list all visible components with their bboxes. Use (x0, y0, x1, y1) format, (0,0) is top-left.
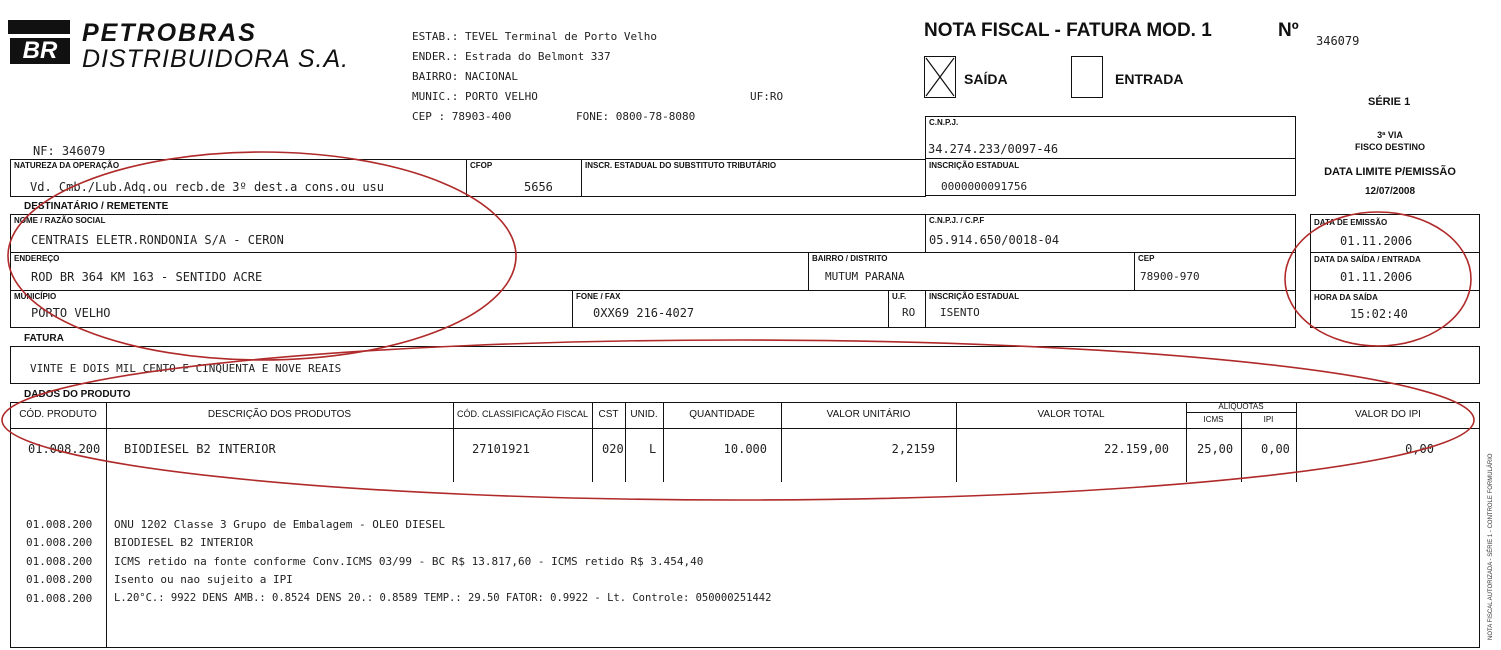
item-vunit: 2,2159 (891, 442, 935, 456)
ie-value: 0000000091756 (941, 180, 1028, 193)
bairro-label: BAIRRO / DISTRITO (812, 254, 888, 263)
nome-label: NOME / RAZÃO SOCIAL (14, 216, 106, 225)
logo-mark: BR (10, 38, 70, 64)
cnpj-value: 34.274.233/0097-46 (928, 142, 1059, 156)
emitter-bairro: BAIRRO: NACIONAL (412, 70, 518, 83)
data-limite-label: DATA LIMITE P/EMISSÃO (1324, 166, 1456, 178)
municipio-label: MUNICÍPIO (14, 292, 57, 301)
dest-ie-value: ISENTO (940, 306, 980, 319)
bairro-value: MUTUM PARANA (825, 270, 905, 283)
ellipse-dates (1285, 212, 1471, 346)
col-aliquotas: ALÍQUOTAS (1218, 402, 1264, 411)
company-name-line1: PETROBRAS (82, 19, 257, 47)
emitter-estab: ESTAB.: TEVEL Terminal de Porto Velho (412, 30, 658, 43)
col-valor-ipi: VALOR DO IPI (1355, 409, 1421, 420)
municipio-value: PORTO VELHO (31, 306, 111, 320)
fone-label: FONE / FAX (576, 292, 621, 301)
emitter-cep: CEP : 78903-400 (412, 110, 512, 123)
item-vipi: 0,00 (1405, 442, 1434, 456)
ie-label: INSCRIÇÃO ESTADUAL (929, 161, 1020, 170)
fatura-value: VINTE E DOIS MIL CENTO E CINQUENTA E NOVE REAIS (30, 362, 342, 375)
item-cst: 020 (602, 442, 624, 456)
nota-number-value: 346079 (1316, 34, 1360, 48)
serie-label: SÉRIE 1 (1368, 96, 1411, 108)
cfop-label: CFOP (470, 161, 493, 170)
hora-label: HORA DA SAÍDA (1314, 293, 1378, 302)
cfop-value: 5656 (524, 180, 553, 194)
note-text: L.20°C.: 9922 DENS AMB.: 0.8524 DENS 20.: 0.8589 TEMP.: 29.50 FATOR: 0.9922 - Lt. Controle: 050000251442 (114, 592, 772, 604)
saida-date-value: 01.11.2006 (1340, 270, 1413, 284)
note-cod: 01.008.200 (26, 592, 93, 605)
ellipse-destinatario (8, 152, 516, 360)
col-unid: UNID. (630, 409, 658, 420)
col-classificacao: CÓD. CLASSIFICAÇÃO FISCAL (456, 409, 589, 419)
fatura-section: FATURA (24, 333, 64, 344)
nome-value: CENTRAIS ELETR.RONDONIA S/A - CERON (31, 233, 284, 247)
item-desc: BIODIESEL B2 INTERIOR (124, 442, 276, 456)
emitter-ender: ENDER.: Estrada do Belmont 337 (412, 50, 611, 63)
natureza-value: Vd. Cmb./Lub.Adq.ou recb.de 3º dest.a cons.ou usu (30, 180, 385, 194)
via-line1: 3ª VIA (1377, 130, 1403, 140)
emissao-value: 01.11.2006 (1340, 234, 1413, 248)
emissao-label: DATA DE EMISSÃO (1314, 218, 1388, 227)
emitter-fone: FONE: 0800-78-8080 (576, 110, 696, 123)
uf-label: U.F. (892, 292, 907, 301)
natureza-label: NATUREZA DA OPERAÇÃO (14, 161, 120, 170)
fone-value: 0XX69 216-4027 (593, 306, 695, 320)
note-cod: 01.008.200 (26, 573, 93, 586)
nota-number-label: Nº (1278, 20, 1299, 41)
item-ipi: 0,00 (1261, 442, 1290, 456)
emitter-munic: MUNIC.: PORTO VELHO (412, 90, 538, 103)
cnpj-label: C.N.P.J. (929, 118, 959, 127)
dest-cnpj-value: 05.914.650/0018-04 (929, 233, 1060, 247)
note-text: ONU 1202 Classe 3 Grupo de Embalagem - OLEO DIESEL (114, 518, 446, 531)
cep-value: 78900-970 (1140, 270, 1200, 283)
col-cod-produto: CÓD. PRODUTO (19, 409, 97, 420)
item-class: 27101921 (472, 442, 530, 456)
insc-subst-label: INSCR. ESTADUAL DO SUBSTITUTO TRIBUTÁRIO (585, 161, 777, 170)
item-cod: 01.008.200 (28, 442, 101, 456)
ellipse-produto (2, 340, 1474, 500)
col-descricao: DESCRIÇÃO DOS PRODUTOS (207, 409, 352, 420)
note-text: ICMS retido na fonte conforme Conv.ICMS 03/99 - BC R$ 13.817,60 - ICMS retido R$ 3.454,40 (114, 555, 704, 568)
emitter-uf: UF:RO (750, 90, 784, 103)
hora-value: 15:02:40 (1350, 307, 1408, 321)
entrada-label: ENTRADA (1115, 71, 1184, 87)
note-cod: 01.008.200 (26, 536, 93, 549)
dest-cnpj-label: C.N.P.J. / C.P.F (929, 216, 985, 225)
col-ipi: IPI (1263, 415, 1274, 424)
uf-value: RO (902, 306, 916, 319)
dest-ie-label: INSCRIÇÃO ESTADUAL (929, 292, 1020, 301)
col-icms: ICMS (1203, 415, 1224, 424)
saida-date-label: DATA DA SAÍDA / ENTRADA (1314, 255, 1421, 264)
side-text: NOTA FISCAL AUTORIZADA - SÉRIE 1 - CONTROLE FORMULÁRIO (1488, 453, 1494, 640)
note-text: Isento ou nao sujeito a IPI (114, 573, 293, 586)
endereco-label: ENDEREÇO (14, 254, 60, 263)
data-limite-value: 12/07/2008 (1364, 186, 1416, 197)
item-qtd: 10.000 (723, 442, 767, 456)
saida-label: SAÍDA (964, 71, 1008, 87)
cep-label: CEP (1138, 254, 1155, 263)
endereco-value: ROD BR 364 KM 163 - SENTIDO ACRE (31, 270, 263, 284)
col-cst: CST (598, 409, 619, 420)
note-text: BIODIESEL B2 INTERIOR (114, 536, 254, 549)
col-valor-total: VALOR TOTAL (1037, 409, 1105, 420)
company-name-line2: DISTRIBUIDORA S.A. (82, 45, 350, 73)
item-icms: 25,00 (1197, 442, 1234, 456)
destinatario-section: DESTINATÁRIO / REMETENTE (24, 201, 169, 212)
nf-number: NF: 346079 (33, 144, 106, 158)
nota-fiscal-heading: NOTA FISCAL - FATURA MOD. 1 (924, 20, 1212, 41)
item-vtotal: 22.159,00 (1103, 442, 1169, 456)
produtos-section: DADOS DO PRODUTO (24, 389, 131, 400)
col-quantidade: QUANTIDADE (689, 409, 755, 420)
note-cod: 01.008.200 (26, 518, 93, 531)
item-unid: L (649, 442, 657, 456)
note-cod: 01.008.200 (26, 555, 93, 568)
col-valor-unitario: VALOR UNITÁRIO (826, 409, 911, 420)
via-line2: FISCO DESTINO (1354, 142, 1425, 152)
